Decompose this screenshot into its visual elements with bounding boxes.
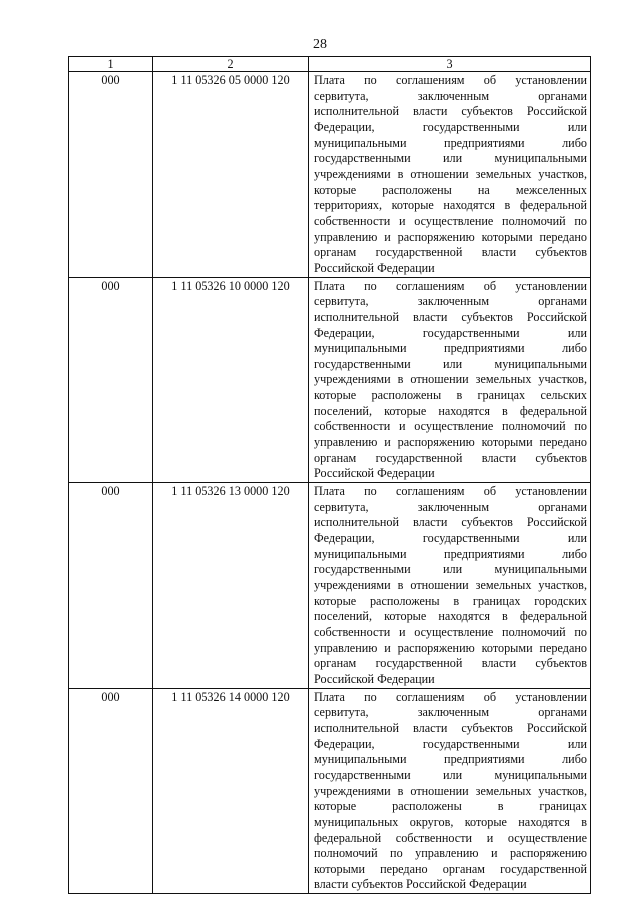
description-line: исполнительной власти субъектов Российской (314, 309, 587, 324)
description-line: органам государственной власти субъектов (314, 450, 587, 465)
budget-code-cell: 1 11 05326 14 0000 120 (153, 688, 309, 894)
income-description-cell (309, 483, 591, 689)
income-description-text (314, 690, 587, 894)
description-line: которые расположены в границах (314, 799, 587, 814)
description-line: которые расположены на межселенных (314, 182, 587, 197)
description-line: собственности и осуществление полномочий по (314, 624, 587, 639)
description-line: Российской Федерации (314, 466, 435, 481)
description-line: собственности и осуществление полномочий по (314, 213, 587, 228)
table-row (69, 483, 591, 689)
description-line: Федерации, государственными или (314, 325, 587, 340)
table-header-row (69, 57, 591, 72)
description-line: учреждениями в отношении земельных участков, (314, 166, 587, 181)
description-line: Плата по соглашениям об установлении (314, 73, 587, 87)
description-line: Российской Федерации (314, 260, 435, 275)
admin-code-cell: 000 (69, 72, 153, 278)
description-line: Плата по соглашениям об установлении (314, 278, 587, 293)
description-line: муниципальными предприятиями либо (314, 546, 587, 561)
description-line: сервитута, заключенным органами (314, 88, 587, 103)
description-line: полномочий по управлению и распоряжению (314, 846, 587, 861)
description-line: исполнительной власти субъектов Российской (314, 720, 587, 735)
description-line: органам государственной власти субъектов (314, 245, 587, 260)
budget-code-cell: 1 11 05326 10 0000 120 (153, 277, 309, 483)
description-line: Плата по соглашениям об установлении (314, 689, 587, 704)
budget-code-cell: 1 11 05326 05 0000 120 (153, 72, 309, 278)
table-row (69, 688, 591, 894)
description-line: управлению и распоряжению которыми передано (314, 435, 587, 450)
page-number: 28 (313, 37, 327, 52)
description-line: государственными или муниципальными (314, 151, 587, 166)
budget-classification-table (68, 56, 591, 894)
income-description-cell (309, 688, 591, 894)
description-line: сервитута, заключенным органами (314, 705, 587, 720)
description-line: государственными или муниципальными (314, 356, 587, 371)
column-header-1: 1 (69, 57, 153, 72)
description-line: власти субъектов Российской Федерации (314, 877, 527, 892)
column-header-2: 2 (153, 57, 309, 72)
description-line: территориях, которые находятся в федеральной (314, 198, 587, 213)
income-description-cell (309, 277, 591, 483)
description-line: муниципальными предприятиями либо (314, 752, 587, 767)
description-line: сервитута, заключенным органами (314, 294, 587, 309)
description-line: федеральной собственности и осуществление (314, 830, 587, 845)
income-description-cell (309, 72, 591, 278)
description-line: которые расположены в границах сельских (314, 388, 587, 403)
description-line: поселений, которые находятся в федеральной (314, 403, 587, 418)
description-line: управлению и распоряжению которыми передано (314, 229, 587, 244)
description-line: поселений, которые находятся в федеральной (314, 609, 587, 624)
description-line: сервитута, заключенным органами (314, 499, 587, 514)
description-line: государственными или муниципальными (314, 562, 587, 577)
column-header-3: 3 (309, 57, 591, 72)
description-line: учреждениями в отношении земельных участков, (314, 372, 587, 387)
description-line: Федерации, государственными или (314, 736, 587, 751)
income-description-text (314, 73, 587, 277)
description-line: исполнительной власти субъектов Российской (314, 515, 587, 530)
description-line: государственными или муниципальными (314, 767, 587, 782)
income-description-text (314, 484, 587, 688)
description-line: Федерации, государственными или (314, 531, 587, 546)
table-row (69, 72, 591, 278)
budget-code-cell: 1 11 05326 13 0000 120 (153, 483, 309, 689)
description-line: которыми передано органам государственной (314, 861, 587, 876)
description-line: Федерации, государственными или (314, 119, 587, 134)
admin-code-cell: 000 (69, 277, 153, 483)
description-line: собственности и осуществление полномочий по (314, 419, 587, 434)
description-line: муниципальными предприятиями либо (314, 135, 587, 150)
description-line: учреждениями в отношении земельных участков, (314, 783, 587, 798)
description-line: муниципальными предприятиями либо (314, 341, 587, 356)
description-line: Плата по соглашениям об установлении (314, 484, 587, 499)
admin-code-cell: 000 (69, 688, 153, 894)
description-line: муниципальных округов, которые находятся в (314, 814, 587, 829)
description-line: которые расположены в границах городских (314, 593, 587, 608)
description-line: управлению и распоряжению которыми передано (314, 640, 587, 655)
table-row (69, 277, 591, 483)
description-line: исполнительной власти субъектов Российской (314, 104, 587, 119)
description-line: учреждениями в отношении земельных участков, (314, 578, 587, 592)
description-line: органам государственной власти субъектов (314, 656, 587, 671)
description-line: Российской Федерации (314, 671, 435, 686)
income-description-text (314, 279, 587, 483)
admin-code-cell: 000 (69, 483, 153, 689)
